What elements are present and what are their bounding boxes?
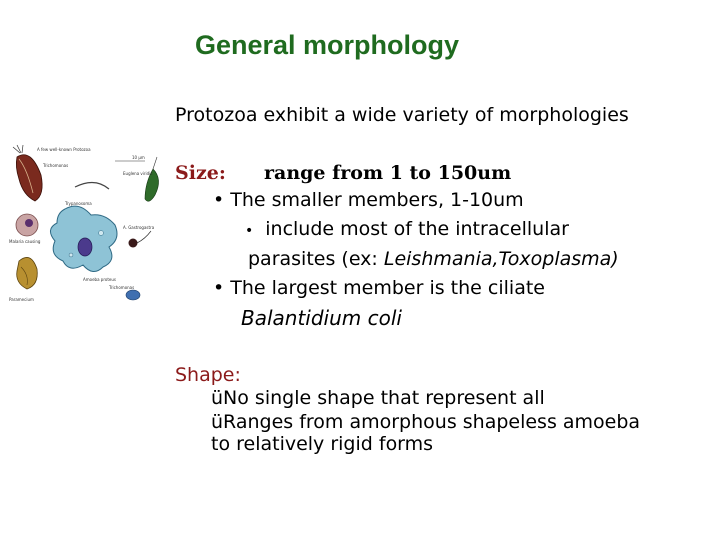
- parasites-examples-italic: Leishmania,Toxoplasma): [383, 248, 619, 270]
- shape-label: Shape:: [175, 364, 241, 386]
- parasites-prefix: parasites (ex:: [248, 248, 384, 270]
- size-parasites-examples: [248, 248, 619, 270]
- svg-text:Paramecium: Paramecium: [9, 297, 34, 302]
- balantidium-coli-text: Balantidium coli: [241, 306, 402, 330]
- subbullet-text: include most of the intracellular: [265, 218, 569, 240]
- check-icon: ü: [211, 387, 224, 409]
- svg-text:Trichomonas: Trichomonas: [109, 285, 135, 290]
- shape-item-2-text: Ranges from amorphous shapeless amoeba: [223, 411, 641, 433]
- shape-item-2: [211, 411, 640, 433]
- size-label: Size:: [175, 162, 226, 184]
- size-bullet-small-members: • The smaller members, 1-10um: [213, 189, 524, 211]
- check-icon: ü: [211, 411, 224, 433]
- svg-text:A. Gastrogastra: A. Gastrogastra: [123, 225, 155, 230]
- blue-protozoan-figure: [108, 285, 140, 300]
- shape-item-3: to relatively rigid forms: [211, 433, 434, 455]
- amoeba-figure: [50, 206, 117, 282]
- trichomonas-figure: [13, 145, 68, 201]
- subbullet-glyph: •: [245, 223, 254, 239]
- ciliate-figure: [9, 257, 37, 302]
- protozoa-illustration: [5, 143, 165, 318]
- figure-scale: 10 μm: [132, 155, 145, 160]
- trypanosoma-figure: [64, 182, 109, 206]
- svg-text:Malaria causing: Malaria causing: [9, 239, 41, 244]
- figure-heading: A few well-known Protozoa: [37, 147, 91, 152]
- svg-text:Euglena viridis: Euglena viridis: [123, 171, 153, 176]
- gastrogastra-figure: [123, 225, 155, 248]
- size-subbullet-intracellular: [245, 218, 569, 240]
- svg-text:Amoeba proteus: Amoeba proteus: [83, 277, 116, 282]
- plasmodium-figure: [9, 214, 41, 244]
- euglena-figure: [123, 157, 159, 201]
- shape-item-1: [211, 387, 545, 409]
- size-range: range from 1 to 150um: [264, 162, 512, 184]
- shape-item-1-text: No single shape that represent all: [223, 387, 545, 409]
- svg-text:Trypanosoma: Trypanosoma: [65, 201, 92, 206]
- svg-text:Trichomonas: Trichomonas: [43, 163, 69, 168]
- size-bullet-largest-member: • The largest member is the ciliate: [213, 277, 545, 299]
- intro-text: Protozoa exhibit a wide variety of morphologies: [175, 104, 629, 126]
- slide-title: General morphology: [195, 30, 460, 60]
